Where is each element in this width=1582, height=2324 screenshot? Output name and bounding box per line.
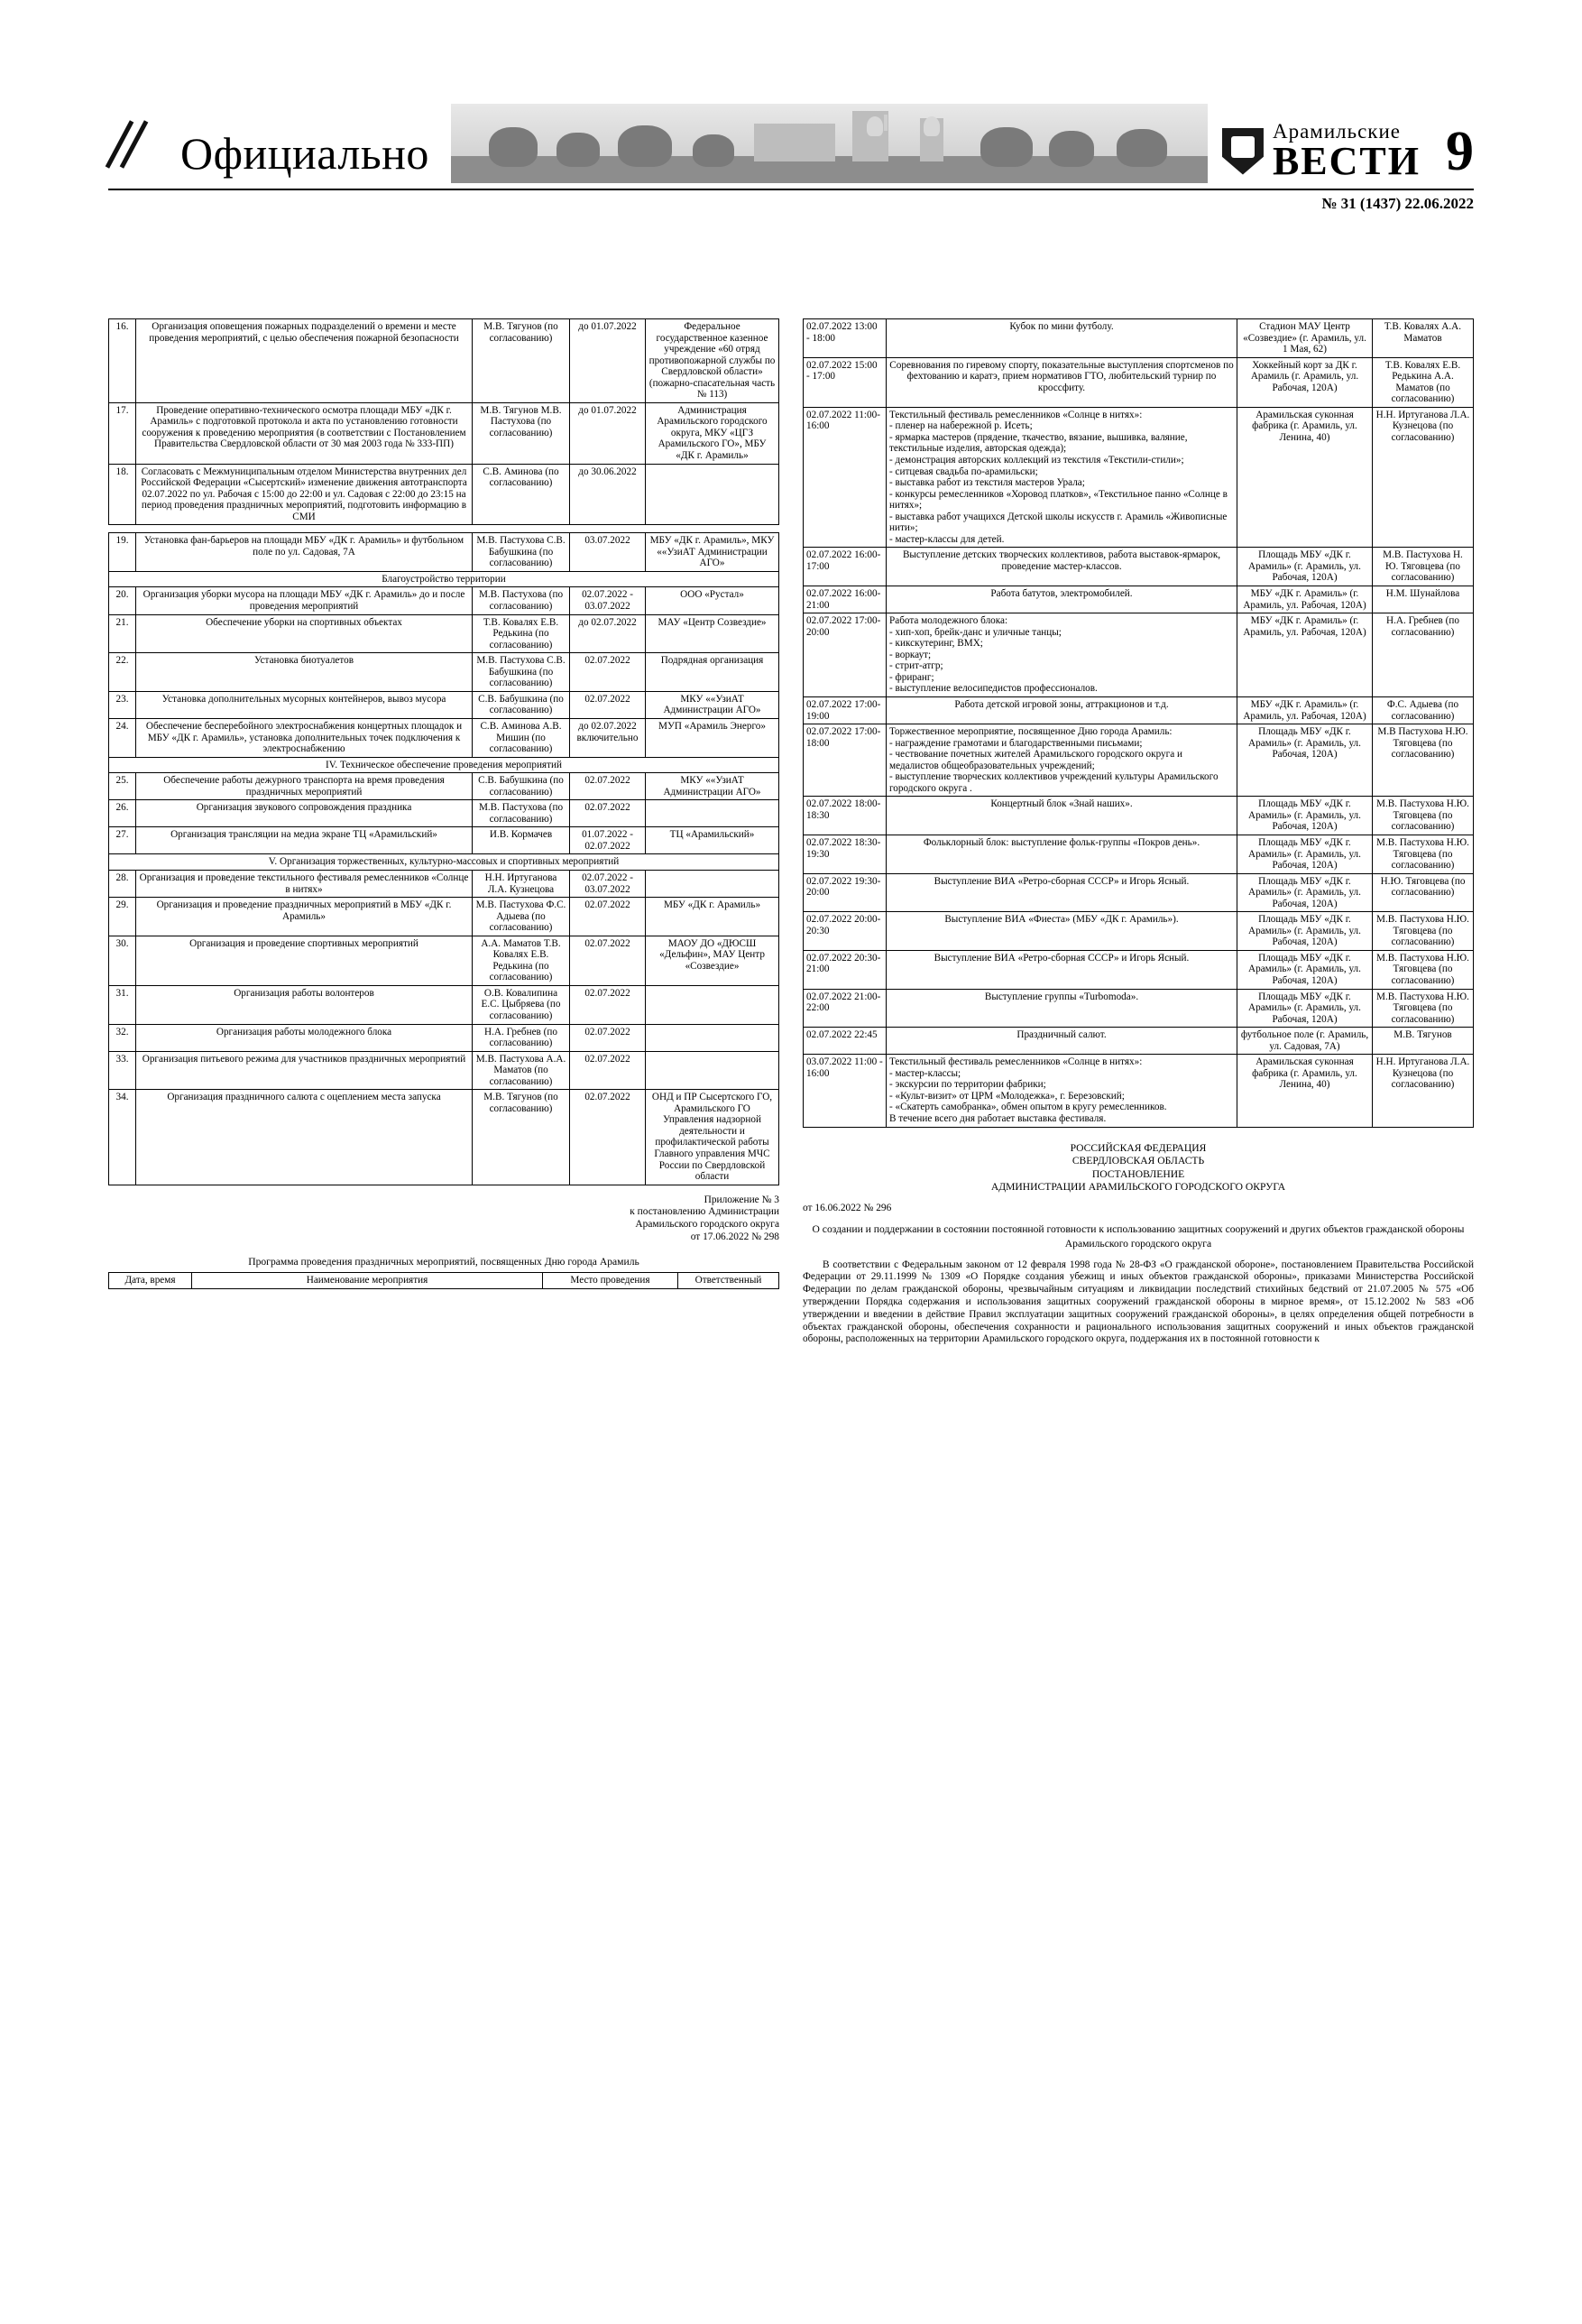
row-responsible: М.В. Пастухова А.А. Маматов (по согласованию)	[473, 1051, 570, 1090]
row-place: футбольное поле (г. Арамиль, ул. Садовая, 7А)	[1237, 1028, 1373, 1055]
row-event: Фольклорный блок: выступление фольк-группы «Покров день».	[887, 835, 1237, 873]
decree-line-4: АДМИНИСТРАЦИИ АРАМИЛЬСКОГО ГОРОДСКОГО ОКРУГА	[990, 1181, 1286, 1193]
row-date: до 02.07.2022	[570, 614, 646, 653]
row-date: до 01.07.2022	[570, 402, 646, 464]
row-organization	[646, 1051, 779, 1090]
row-number: 23.	[109, 691, 136, 718]
table-row	[109, 773, 779, 800]
row-organization: ОНД и ПР Сысертского ГО, Арамильского ГО Управления надзорной деятельности и профилактической работы Главного управления МЧС России по Свердловской области	[646, 1090, 779, 1185]
row-responsible: М.В Пастухова Н.Ю. Тяговцева (по согласованию)	[1373, 724, 1474, 797]
table-row	[109, 898, 779, 936]
row-responsible: М.В. Пастухова Н.Ю. Тяговцева (по согласованию)	[1373, 950, 1474, 989]
brand-bottom-label: ВЕСТИ	[1272, 139, 1421, 183]
column-header-0: Дата, время	[109, 1273, 192, 1289]
table-row	[109, 827, 779, 854]
row-organization: МБУ «ДК г. Арамиль», МКУ ««УзиАТ Администрации АГО»	[646, 533, 779, 572]
table-row	[804, 873, 1474, 912]
program-header-table	[108, 1272, 779, 1289]
row-number: 32.	[109, 1024, 136, 1051]
row-place: Хоккейный корт за ДК г. Арамиль (г. Арамиль, ул. Рабочая, 120А)	[1237, 357, 1373, 407]
decree-subject: О создании и поддержании в состоянии постоянной готовности к использованию защитных сооружений и других объектов гражданской обороны Арамильского городского округа	[812, 1223, 1465, 1250]
row-organization	[646, 464, 779, 525]
row-responsible: М.В. Пастухова Н.Ю. Тяговцева (по согласованию)	[1373, 912, 1474, 951]
section-label: IV. Техническое обеспечение проведения мероприятий	[109, 757, 779, 773]
row-event: Выступление группы «Turbomoda».	[887, 989, 1237, 1028]
row-date: до 02.07.2022 включительно	[570, 718, 646, 757]
decree-header	[803, 1142, 1474, 1194]
row-organization: МАОУ ДО «ДЮСШ «Дельфин», МАУ Центр «Созвездие»	[646, 936, 779, 985]
row-responsible: М.В. Пастухова Н.Ю. Тяговцева (по согласованию)	[1373, 797, 1474, 835]
row-event: Кубок по мини футболу.	[887, 319, 1237, 358]
row-event: Обеспечение бесперебойного электроснабжения концертных площадок и МБУ «ДК г. Арамиль», установка дополнительных точек подключения к электроснабжению	[136, 718, 473, 757]
page-title: Официально	[180, 128, 429, 179]
table-row	[804, 696, 1474, 724]
newspaper-brand	[1222, 121, 1474, 181]
section-row	[109, 854, 779, 871]
decree-line-3: ПОСТАНОВЛЕНИЕ	[1091, 1167, 1185, 1180]
row-place: Площадь МБУ «ДК г. Арамиль» (г. Арамиль, ул. Рабочая, 120А)	[1237, 912, 1373, 951]
row-event: Текстильный фестиваль ремесленников «Солнце в нитях»: - мастер-классы; - экскурсии по территории фабрики; - «Культ-визит» от ЦРМ «Молодежка», г. Березовский; - «Скатерть самобранка», обмен опытом в кругу ремесленников. В течение всего дня работает выставка фестиваля.	[887, 1055, 1237, 1127]
masthead	[108, 86, 1474, 183]
table-row	[804, 357, 1474, 407]
row-responsible: Т.В. Ковалях А.А. Маматов	[1373, 319, 1474, 358]
row-number: 30.	[109, 936, 136, 985]
row-event: Обеспечение работы дежурного транспорта на время проведения праздничных мероприятий	[136, 773, 473, 800]
appendix-note: Приложение № 3 к постановлению Администрации Арамильского городского округа от 17.06.2022 № 298	[630, 1194, 779, 1242]
row-responsible: С.В. Аминова А.В. Мишин (по согласованию)	[473, 718, 570, 757]
measures-table-part1	[108, 318, 779, 525]
table-row	[109, 587, 779, 614]
row-place: Площадь МБУ «ДК г. Арамиль» (г. Арамиль, ул. Рабочая, 120А)	[1237, 873, 1373, 912]
row-date: 02.07.2022	[570, 898, 646, 936]
row-responsible: М.В. Пастухова Н.Ю. Тяговцева (по согласованию)	[1373, 835, 1474, 873]
row-event: Организация питьевого режима для участников праздничных мероприятий	[136, 1051, 473, 1090]
row-responsible: А.А. Маматов Т.В. Ковалях Е.В. Редькина (по согласованию)	[473, 936, 570, 985]
row-event: Согласовать с Межмуниципальным отделом Министерства внутренних дел Российской Федерации «Сысертский» изменение движения автотранспорта 02.07.2022 по ул. Рабочая с 15:00 до 22:00 и ул. Садовая с 22:00 до 23:15 на период проведения праздничных мероприятий, подготовить информацию в СМИ	[136, 464, 473, 525]
row-place: Стадион МАУ Центр «Созвездие» (г. Арамиль, ул. 1 Мая, 62)	[1237, 319, 1373, 358]
row-datetime: 02.07.2022 16:00-21:00	[804, 586, 887, 613]
row-responsible: Н.М. Шунайлова	[1373, 586, 1474, 613]
row-datetime: 02.07.2022 17:00-19:00	[804, 696, 887, 724]
page-number: 9	[1446, 120, 1474, 182]
row-place: Арамильская суконная фабрика (г. Арамиль, ул. Ленина, 40)	[1237, 407, 1373, 548]
row-organization: Федеральное государственное казенное учреждение «60 отряд противопожарной службы по Свердловской области» (пожарно-спасательная часть № 113)	[646, 319, 779, 403]
table-row	[109, 614, 779, 653]
row-number: 34.	[109, 1090, 136, 1185]
row-organization: Администрация Арамильского городского округа, МКУ «ЦГЗ Арамильского ГО», МБУ «ДК г. Арамиль»	[646, 402, 779, 464]
decree-body: В соответствии с Федеральным законом от 12 февраля 1998 года № 28-ФЗ «О гражданской обороне», постановлением Правительства Российской Федерации от 29.11.1999 № 1309 «О Порядке создания убежищ и иных объектов гражданской обороны», приказами Министерства Российской Федерации по делам гражданской обороны, чрезвычайным ситуациям и ликвидации последствий стихийных бедствий от 21.07.2005 № 575 «Об утверждении Порядка содержания и использования защитных сооружений гражданской обороны в мирное время», от 15.12.2002 № 583 «Об утверждении и введении в действие Правил эксплуатации защитных сооружений гражданской обороны», в целях определения общей потребности в объектах гражданской обороны, обеспечения сохранности и рационального использования защитных сооружений и иных объектов гражданской обороны, расположенных на территории Арамильского городского округа, поддержания их в постоянной готовности к	[803, 1259, 1474, 1345]
newspaper-page	[0, 86, 1582, 2324]
section-row	[109, 571, 779, 587]
row-organization: Подрядная организация	[646, 653, 779, 692]
table-row	[109, 870, 779, 897]
table-row	[804, 912, 1474, 951]
row-organization: МКУ ««УзиАТ Администрации АГО»	[646, 691, 779, 718]
row-datetime: 02.07.2022 13:00 - 18:00	[804, 319, 887, 358]
row-event: Выступление ВИА «Ретро-сборная СССР» и Игорь Ясный.	[887, 950, 1237, 989]
row-number: 20.	[109, 587, 136, 614]
table-row	[804, 319, 1474, 358]
row-event: Организация работы волонтеров	[136, 985, 473, 1024]
row-organization	[646, 985, 779, 1024]
row-responsible: М.В. Тягунов (по согласованию)	[473, 319, 570, 403]
row-responsible: С.В. Бабушкина (по согласованию)	[473, 773, 570, 800]
row-event: Проведение оперативно-технического осмотра площади МБУ «ДК г. Арамиль» с подготовкой протокола и акта по установлению готовности сооружения к проведению мероприятия (в соответствии с Постановлением Правительства Свердловской области от 30 мая 2003 года № 333-ПП)	[136, 402, 473, 464]
row-date: 02.07.2022	[570, 773, 646, 800]
row-event: Организация звукового сопровождения праздника	[136, 800, 473, 827]
table-row	[804, 950, 1474, 989]
row-responsible: М.В. Тягунов	[1373, 1028, 1474, 1055]
table-row	[804, 989, 1474, 1028]
row-event: Праздничный салют.	[887, 1028, 1237, 1055]
row-date: 02.07.2022 - 03.07.2022	[570, 587, 646, 614]
row-responsible: Ф.С. Адыева (по согласованию)	[1373, 696, 1474, 724]
table-row	[109, 319, 779, 403]
row-datetime: 02.07.2022 18:30-19:30	[804, 835, 887, 873]
table-row	[804, 835, 1474, 873]
row-event: Организация трансляции на медиа экране ТЦ «Арамильский»	[136, 827, 473, 854]
row-responsible: Н.Ю. Тяговцева (по согласованию)	[1373, 873, 1474, 912]
row-datetime: 02.07.2022 19:30-20:00	[804, 873, 887, 912]
table-row	[109, 985, 779, 1024]
row-date: 02.07.2022	[570, 1051, 646, 1090]
measures-table-part2	[108, 532, 779, 1185]
row-responsible: И.В. Кормачев	[473, 827, 570, 854]
issue-label: № 31 (1437) 22.06.2022	[1321, 195, 1474, 212]
row-date: 02.07.2022	[570, 985, 646, 1024]
row-responsible: Н.Н. Иртуганова Л.А. Кузнецова (по согласованию)	[1373, 1055, 1474, 1127]
row-event: Обеспечение уборки на спортивных объектах	[136, 614, 473, 653]
table-row	[804, 548, 1474, 586]
row-number: 18.	[109, 464, 136, 525]
row-date: 02.07.2022	[570, 691, 646, 718]
row-datetime: 02.07.2022 22:45	[804, 1028, 887, 1055]
row-place: МБУ «ДК г. Арамиль» (г. Арамиль, ул. Рабочая, 120А)	[1237, 613, 1373, 697]
row-responsible: С.В. Аминова (по согласованию)	[473, 464, 570, 525]
row-number: 25.	[109, 773, 136, 800]
table-header-row	[109, 1273, 779, 1289]
row-responsible: М.В. Тягунов М.В. Пастухова (по согласованию)	[473, 402, 570, 464]
table-row	[109, 1090, 779, 1185]
row-place: МБУ «ДК г. Арамиль» (г. Арамиль, ул. Рабочая, 120А)	[1237, 586, 1373, 613]
row-number: 21.	[109, 614, 136, 653]
row-datetime: 03.07.2022 11:00 - 16:00	[804, 1055, 887, 1127]
row-responsible: М.В. Пастухова Н.Ю. Тяговцева (по согласованию)	[1373, 989, 1474, 1028]
row-datetime: 02.07.2022 17:00-20:00	[804, 613, 887, 697]
row-place: Площадь МБУ «ДК г. Арамиль» (г. Арамиль, ул. Рабочая, 120А)	[1237, 835, 1373, 873]
row-responsible: М.В. Пастухова Ф.С. Адыева (по согласованию)	[473, 898, 570, 936]
row-responsible: М.В. Пастухова С.В. Бабушкина (по согласованию)	[473, 653, 570, 692]
row-datetime: 02.07.2022 20:30-21:00	[804, 950, 887, 989]
row-place: Площадь МБУ «ДК г. Арамиль» (г. Арамиль, ул. Рабочая, 120А)	[1237, 548, 1373, 586]
row-place: Площадь МБУ «ДК г. Арамиль» (г. Арамиль, ул. Рабочая, 120А)	[1237, 724, 1373, 797]
row-date: 02.07.2022	[570, 800, 646, 827]
row-responsible: О.В. Ковалипина Е.С. Цыбряева (по согласованию)	[473, 985, 570, 1024]
row-event: Выступление ВИА «Фиеста» (МБУ «ДК г. Арамиль»).	[887, 912, 1237, 951]
column-header-1: Наименование мероприятия	[192, 1273, 543, 1289]
table-row	[804, 407, 1474, 548]
row-place: Арамильская суконная фабрика (г. Арамиль, ул. Ленина, 40)	[1237, 1055, 1373, 1127]
row-date: до 30.06.2022	[570, 464, 646, 525]
row-organization: МКУ ««УзиАТ Администрации АГО»	[646, 773, 779, 800]
row-event: Торжественное мероприятие, посвященное Дню города Арамиль: - награждение грамотами и благодарственными письмами; - чествование почетных жителей Арамильского городского округа и медалистов общеобразовательных учреждений; - выступление творческих коллективов учреждений культуры Арамильского городского округа .	[887, 724, 1237, 797]
row-date: 01.07.2022 - 02.07.2022	[570, 827, 646, 854]
column-header-2: Место проведения	[543, 1273, 678, 1289]
table-row	[109, 653, 779, 692]
row-responsible: Т.В. Ковалях Е.В. Редькина (по согласованию)	[473, 614, 570, 653]
row-date: 02.07.2022	[570, 1090, 646, 1185]
table-row	[109, 691, 779, 718]
decree-date: от 16.06.2022 № 296	[803, 1203, 892, 1214]
slash-logo-icon	[108, 115, 164, 178]
table-row	[109, 718, 779, 757]
masthead-divider	[108, 189, 1474, 190]
row-place: Площадь МБУ «ДК г. Арамиль» (г. Арамиль, ул. Рабочая, 120А)	[1237, 950, 1373, 989]
row-date: 02.07.2022	[570, 1024, 646, 1051]
row-event: Установка дополнительных мусорных контейнеров, вывоз мусора	[136, 691, 473, 718]
table-row	[804, 613, 1474, 697]
left-column	[108, 318, 779, 1346]
row-responsible: М.В. Пастухова (по согласованию)	[473, 587, 570, 614]
row-event: Соревнования по гиревому спорту, показательные выступления спортсменов по фехтованию и каратэ, прием нормативов ГТО, любительский турнир по кроссфиту.	[887, 357, 1237, 407]
row-date: 02.07.2022	[570, 936, 646, 985]
decree-line-1: РОССИЙСКАЯ ФЕДЕРАЦИЯ	[1070, 1141, 1207, 1154]
row-event: Выступление детских творческих коллективов, работа выставок-ярмарок, проведение мастер-классов.	[887, 548, 1237, 586]
row-event: Организация уборки мусора на площади МБУ «ДК г. Арамиль» до и после проведения мероприятий	[136, 587, 473, 614]
row-responsible: С.В. Бабушкина (по согласованию)	[473, 691, 570, 718]
row-place: Площадь МБУ «ДК г. Арамиль» (г. Арамиль, ул. Рабочая, 120А)	[1237, 989, 1373, 1028]
row-datetime: 02.07.2022 17:00-18:00	[804, 724, 887, 797]
row-place: Площадь МБУ «ДК г. Арамиль» (г. Арамиль, ул. Рабочая, 120А)	[1237, 797, 1373, 835]
table-row	[804, 797, 1474, 835]
row-number: 19.	[109, 533, 136, 572]
masthead-photo	[451, 104, 1208, 183]
row-organization: ООО «Рустал»	[646, 587, 779, 614]
row-event: Работа батутов, электромобилей.	[887, 586, 1237, 613]
row-number: 24.	[109, 718, 136, 757]
row-event: Организация работы молодежного блока	[136, 1024, 473, 1051]
section-label: Благоустройство территории	[109, 571, 779, 587]
decree-line-2: СВЕРДЛОВСКАЯ ОБЛАСТЬ	[1072, 1155, 1205, 1167]
table-row	[109, 936, 779, 985]
row-responsible: Т.В. Ковалях Е.В. Редькина А.А. Маматов (по согласованию)	[1373, 357, 1474, 407]
right-column	[803, 318, 1474, 1346]
row-event: Установка фан-барьеров на площади МБУ «ДК г. Арамиль» и футбольном поле по ул. Садовая, 7А	[136, 533, 473, 572]
content-columns	[108, 318, 1474, 1346]
row-responsible: М.В. Тягунов (по согласованию)	[473, 1090, 570, 1185]
table-row	[109, 1024, 779, 1051]
row-organization: ТЦ «Арамильский»	[646, 827, 779, 854]
row-responsible: Н.А. Гребнев (по согласованию)	[1373, 613, 1474, 697]
row-organization: МБУ «ДК г. Арамиль»	[646, 898, 779, 936]
table-row	[109, 464, 779, 525]
section-row	[109, 757, 779, 773]
row-organization	[646, 800, 779, 827]
row-number: 28.	[109, 870, 136, 897]
table-row	[804, 586, 1474, 613]
row-organization: МАУ «Центр Созвездие»	[646, 614, 779, 653]
row-responsible: М.В. Пастухова С.В. Бабушкина (по согласованию)	[473, 533, 570, 572]
row-number: 16.	[109, 319, 136, 403]
row-organization: МУП «Арамиль Энерго»	[646, 718, 779, 757]
table-row	[109, 402, 779, 464]
row-event: Организация и проведение текстильного фестиваля ремесленников «Солнце в нитях»	[136, 870, 473, 897]
table-row	[804, 724, 1474, 797]
row-organization	[646, 870, 779, 897]
row-number: 29.	[109, 898, 136, 936]
table-row	[804, 1028, 1474, 1055]
row-date: 03.07.2022	[570, 533, 646, 572]
row-event: Установка биотуалетов	[136, 653, 473, 692]
row-place: МБУ «ДК г. Арамиль» (г. Арамиль, ул. Рабочая, 120А)	[1237, 696, 1373, 724]
brand-top-label: Арамильские	[1272, 120, 1402, 143]
row-event: Организация оповещения пожарных подразделений о времени и месте проведения мероприятий, с целью обеспечения пожарной безопасности	[136, 319, 473, 403]
row-number: 17.	[109, 402, 136, 464]
row-date: 02.07.2022 - 03.07.2022	[570, 870, 646, 897]
row-datetime: 02.07.2022 15:00 - 17:00	[804, 357, 887, 407]
row-datetime: 02.07.2022 11:00-16:00	[804, 407, 887, 548]
program-table	[803, 318, 1474, 1128]
row-number: 31.	[109, 985, 136, 1024]
row-event: Организация и проведение праздничных мероприятий в МБУ «ДК г. Арамиль»	[136, 898, 473, 936]
table-row	[109, 533, 779, 572]
row-event: Работа молодежного блока: - хип-хоп, брейк-данс и уличные танцы; - кикскутеринг, ВМХ; - воркаут; - стрит-атгр; - фриранг; - выступление велосипедистов профессионалов.	[887, 613, 1237, 697]
row-datetime: 02.07.2022 21:00-22:00	[804, 989, 887, 1028]
row-event: Работа детской игровой зоны, аттракционов и т.д.	[887, 696, 1237, 724]
row-date: до 01.07.2022	[570, 319, 646, 403]
table-row	[804, 1055, 1474, 1127]
program-title: Программа проведения праздничных мероприятий, посвященных Дню города Арамиль	[248, 1256, 639, 1268]
row-responsible: М.В. Пастухова Н. Ю. Тяговцева (по согласованию)	[1373, 548, 1474, 586]
row-event: Организация праздничного салюта с оцеплением места запуска	[136, 1090, 473, 1185]
column-header-3: Ответственный	[678, 1273, 779, 1289]
row-number: 33.	[109, 1051, 136, 1090]
row-event: Текстильный фестиваль ремесленников «Солнце в нитях»: - пленер на набережной р. Исеть; - ярмарка мастеров (прядение, ткачество, вязание, вышивка, валяние, текстильные изделия, авторская одежда); - демонстрация авторских коллекций из текстиля «Текстили-стили»; - ситцевая свадьба по-арамильски; - выставка работ из текстиля мастеров Урала; - конкурсы ремесленников «Хоровод платков», «Текстильное панно «Солнце в нитях»; - выставка работ учащихся Детской школы искусств г. Арамиль «Живописные нити»; - мастер-классы для детей.	[887, 407, 1237, 548]
row-datetime: 02.07.2022 16:00-17:00	[804, 548, 887, 586]
row-event: Выступление ВИА «Ретро-сборная СССР» и Игорь Ясный.	[887, 873, 1237, 912]
section-label: V. Организация торжественных, культурно-массовых и спортивных мероприятий	[109, 854, 779, 871]
row-number: 27.	[109, 827, 136, 854]
row-responsible: Н.Н. Иртуганова Л.А. Кузнецова (по согласованию)	[1373, 407, 1474, 548]
row-responsible: М.В. Пастухова (по согласованию)	[473, 800, 570, 827]
row-date: 02.07.2022	[570, 653, 646, 692]
table-row	[109, 1051, 779, 1090]
row-number: 22.	[109, 653, 136, 692]
row-event: Организация и проведение спортивных мероприятий	[136, 936, 473, 985]
row-responsible: Н.Н. Иртуганова Л.А. Кузнецова	[473, 870, 570, 897]
coat-of-arms-icon	[1222, 128, 1264, 175]
row-responsible: Н.А. Гребнев (по согласованию)	[473, 1024, 570, 1051]
row-datetime: 02.07.2022 20:00-20:30	[804, 912, 887, 951]
row-organization	[646, 1024, 779, 1051]
table-row	[109, 800, 779, 827]
row-event: Концертный блок «Знай наших».	[887, 797, 1237, 835]
row-datetime: 02.07.2022 18:00-18:30	[804, 797, 887, 835]
row-number: 26.	[109, 800, 136, 827]
